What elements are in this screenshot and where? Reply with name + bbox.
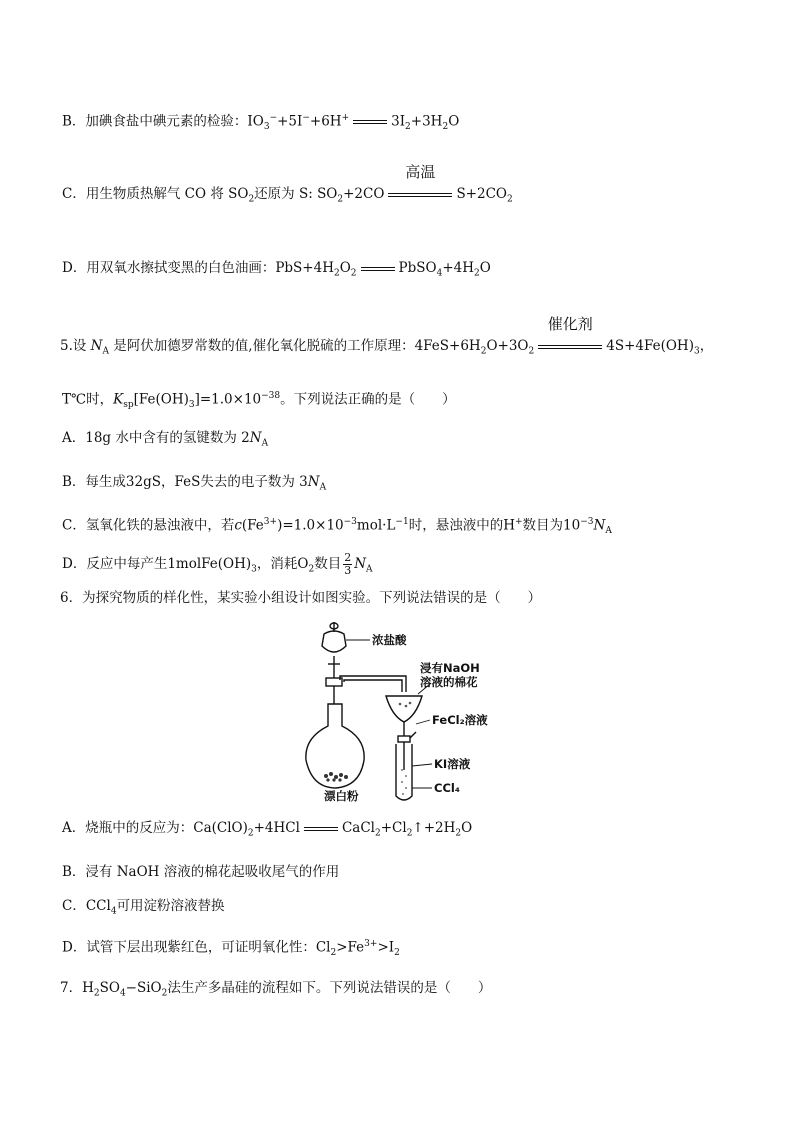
- label-fecl2: FeCl₂溶液: [432, 713, 488, 727]
- option-4c: C．用生物质热解气 CO 将 $SO_2$还原为 S: $SO_2+2CO$ 高温 $S+2CO_2$: [62, 163, 513, 205]
- question-5-stem-line2: T℃时，$K_{sp}[Fe(OH)_3]=1.0\times 10^{-38}$。下列说法正确的是（ ）: [62, 391, 456, 411]
- option-text: A．18g 水中含有的氢键数为 2: [62, 430, 250, 446]
- option-text: D．反应中每产生: [62, 556, 168, 572]
- question-5-stem: 5.设 $N_A$ 是阿伏加德罗常数的值,催化氧化脱硫的工作原理：$4FeS+6H_2O+3O_2$ 催化剂 $4S+4Fe(OH)_3$，: [60, 315, 714, 357]
- label-cotton-2: 溶液的棉花: [420, 675, 478, 689]
- question-prompt: 。下列说法正确的是（ ）: [280, 391, 456, 408]
- option-text: 可用淀粉溶液替换: [116, 898, 225, 914]
- option-6d: D．试管下层出现紫红色，可证明氧化性：$Cl_2>Fe^{3+}>I_2$: [62, 939, 400, 959]
- option-5c: C．氢氧化铁的悬浊液中，若$c(Fe^{3+})=1.0\times 10^{-3}mol\cdot L^{-1}$时，悬浊液中的H+数目为$10^{-3}N_A$: [62, 517, 612, 537]
- label-ki: KI溶液: [434, 757, 471, 771]
- option-label: D．: [62, 260, 87, 276]
- label-cotton-1: 浸有NaOH: [420, 661, 480, 675]
- option-5b: B．每生成32gS，FeS失去的电子数为 $3N_A$: [62, 474, 327, 493]
- option-text: A．烧瓶中的反应为：: [62, 820, 194, 836]
- option-label: C．: [62, 898, 86, 914]
- option-label: C．: [62, 186, 86, 202]
- option-text: B．浸有 NaOH 溶液的棉花起吸收尾气的作用: [62, 864, 340, 880]
- question-number: 5.设: [60, 338, 91, 354]
- reaction-condition: 催化剂: [547, 315, 593, 333]
- option-6c: C．CCl$_4$可用淀粉溶液替换: [62, 898, 225, 917]
- option-text: D．试管下层出现紫红色，可证明氧化性：: [62, 939, 316, 956]
- question-text: 6．为探究物质的样化性，某实验小组设计如图实验。下列说法错误的是（ ）: [60, 590, 542, 606]
- option-text-mid: 时，悬浊液中的: [408, 517, 504, 534]
- option-label: B．: [62, 113, 86, 130]
- apparatus-svg: [290, 620, 530, 805]
- option-4d: D．用双氧水擦拭变黑的白色油画：$PbS+4H_2O_2$ $PbSO_4+4H_2O$: [62, 260, 491, 279]
- reaction-condition: 高温: [405, 163, 436, 181]
- option-text: B．每生成32gS，FeS失去的电子数为 3: [62, 474, 308, 490]
- option-text-mid: ，消耗: [256, 556, 298, 572]
- option-text: C．氢氧化铁的悬浊液中，若: [62, 517, 235, 534]
- question-text: 法生产多晶硅的流程如下。下列说法错误的是（ ）: [167, 980, 492, 996]
- option-text-post: 数目: [314, 556, 342, 572]
- option-text: 用生物质热解气 CO 将 SO: [85, 186, 249, 202]
- option-5d: D．反应中每产生$1molFe(OH)_3$，消耗$O_2$数目 $\frac{2}{3}$ $N_A$: [62, 551, 373, 577]
- option-text: 加碘食盐中碘元素的检验：: [85, 113, 248, 130]
- question-6-stem: [60, 588, 541, 608]
- label-bleach: 漂白粉: [324, 789, 359, 803]
- option-text-2: 还原为 S:: [254, 186, 318, 202]
- option-6b: [62, 862, 339, 882]
- option-text: 用双氧水擦拭变黑的白色油画：: [86, 260, 276, 276]
- question-7-stem: 7．$H_2SO_4-SiO_2$法生产多晶硅的流程如下。下列说法错误的是（ ）: [60, 980, 492, 999]
- temperature-text: T℃时，: [62, 391, 114, 408]
- option-6a: A．烧瓶中的反应为：$Ca(ClO)_2+4HCl$ $CaCl_2+Cl_2↑+2H_2O$: [62, 820, 473, 839]
- label-ccl4: CCl₄: [434, 781, 460, 795]
- apparatus-diagram: [290, 620, 530, 805]
- fraction: $\frac{2}{3}$: [344, 551, 352, 577]
- option-4b: B．加碘食盐中碘元素的检验：$IO_3^-+5I^-+6H^+$ $3I_2+3H_2O$: [62, 113, 460, 133]
- option-text-post: 数目为: [522, 517, 564, 534]
- option-5a: A．18g 水中含有的氢键数为 $2N_A$: [62, 430, 269, 449]
- question-text: 是阿伏加德罗常数的值,催化氧化脱硫的工作原理：: [108, 338, 415, 354]
- label-conc-hcl: 浓盐酸: [372, 633, 407, 647]
